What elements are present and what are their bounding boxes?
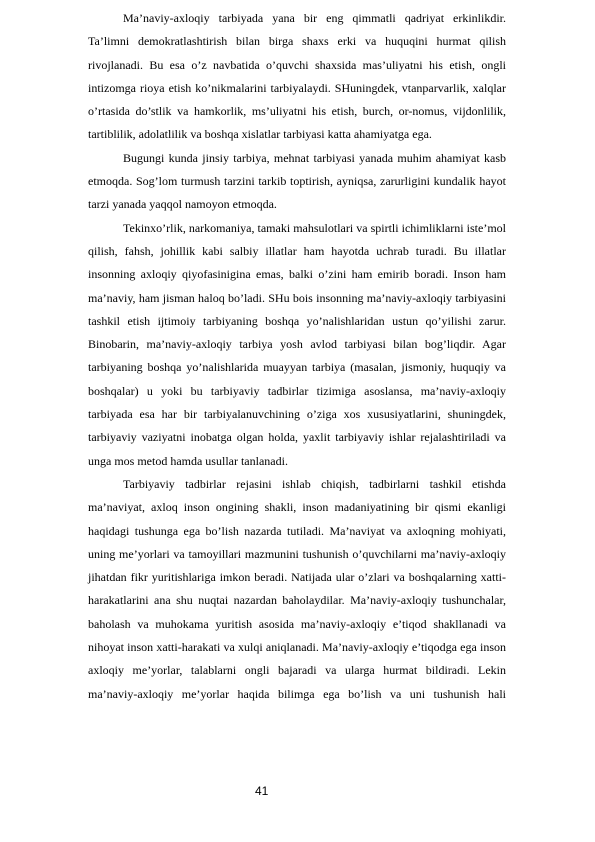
paragraph-1: Ma’naviy-axloqiy tarbiyada yana bir eng qimmatli qadriyat erkinlikdir. Ta’limni demokratlashtirish bilan birga shaxs erki va huquqini hurmat qilish rivojlanadi. Bu esa o’z navbatida o’quvchi shaxsida mas’uliyatni his etish, ongli intizomga rioya etish ko’nikmalarini tarbiyalaydi. SHuningdek, vtanparvarlik, xalqlar o’rtasida do’stlik va hamkorlik, ms’uliyatni his etish, burch, or-nomus, vijdonlilik, tartiblilik, adolatlilik va boshqa xislatlar tarbiyasi katta ahamiyatga ega. xyxy=(88,11,506,142)
page-number: 41 xyxy=(255,784,269,798)
body-text xyxy=(88,7,506,706)
paragraph-2: Bugungi kunda jinsiy tarbiya, mehnat tarbiyasi yanada muhim ahamiyat kasb etmoqda. Sog’lom turmush tarzini tarkib toptirish, ayniqsa, zarurligini kundalik hayot tarzi yanada yaqqol namoyon etmoqda. xyxy=(88,150,506,212)
paragraph-3: Tekinxo’rlik, narkomaniya, tamaki mahsulotlari va spirtli ichimliklarni iste’mol qilish, fahsh, johillik kabi salbiy illatlar ham hayotda uchrab turadi. Bu illatlar insonning axloqiy qiyofasinigina emas, balki o’zini ham emirib boradi. Inson ham ma’naviy, ham jisman haloq bo’ladi. SHu bois insonning ma’naviy-axloqiy tarbiyasini tashkil etish ijtimoiy tarbiyaning boshqa yo’nalishlaridan ustun qo’yilishi zarur. Binobarin, ma’naviy-axloqiy tarbiya yosh avlod tarbiyasi bilan bog’liqdir. Agar tarbiyaning boshqa yo’nalishlarida muayyan tarbiya (masalan, jismoniy, huquqiy va boshqalar) u yoki bu tarbiyaviy tadbirlar tizimiga asoslansa, ma’naviy-axloqiy tarbiyada esa har bir tarbiyalanuvchining o’ziga xos xususiyatlarini, shuningdek, tarbiyaviy vaziyatni inobatga olgan holda, yaxlit tarbiyaviy ishlar rejalashtiriladi va unga mos metod hamda usullar tanlanadi. xyxy=(88,220,506,468)
paragraph-4: Tarbiyaviy tadbirlar rejasini ishlab chiqish, tadbirlarni tashkil etishda ma’naviyat, axloq inson ongining shakli, inson madaniyatining bir qismi ekanligi haqidagi tushunga ega bo’lish nazarda tutiladi. Ma’naviyat va axloqning mohiyati, uning me’yorlari va tamoyillari mazmunini tushunish o’quvchilarni ma’naviy-axloqiy jihatdan fikr yuritishlariga imkon beradi. Natijada ular o’zlari va boshqalarning xatti-harakatlarini ana shu nuqtai nazardan baholaydilar. Ma’naviy-axloqiy tushunchalar, baholash va muhokama yuritish asosida ma’naviy-axloqiy e’tiqod shakllanadi va nihoyat inson xatti-harakati va xulqi aniqlanadi. Ma’naviy-axloqiy e’tiqodga ega inson axloqiy me’yorlar, talablarni ongli bajaradi va ularga hurmat bildiradi. Lekin ma’naviy-axloqiy me’yorlar haqida bilimga ega bo’lish va uni tushunish hali xyxy=(88,476,506,701)
